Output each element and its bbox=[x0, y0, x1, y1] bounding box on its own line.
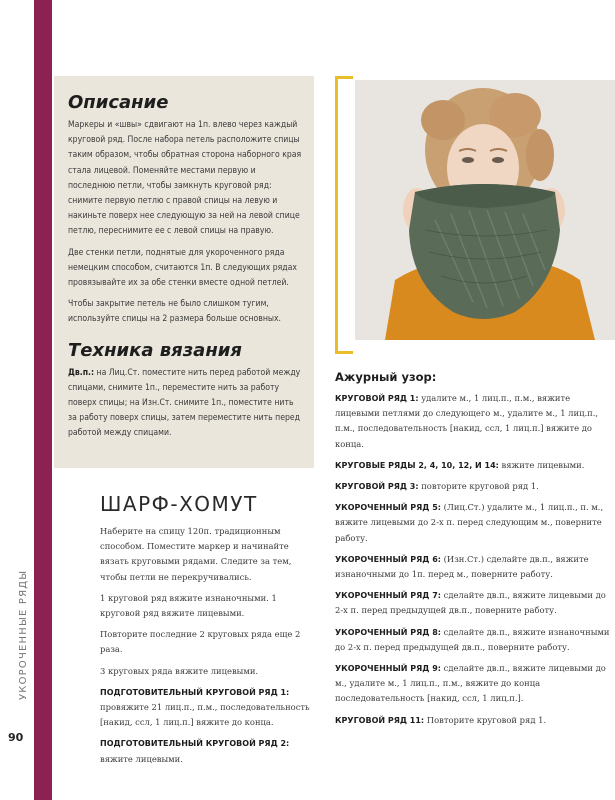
lace-row-text: Повторите круговой ряд 1. bbox=[424, 714, 547, 725]
lace-row bbox=[335, 458, 610, 473]
lace-row bbox=[335, 625, 610, 655]
lace-row-text: сделайте дв.п., вяжите лицевыми до м., удалите м., 1 лиц.п., п.м., вяжите до конца последовательность [накид, ссл, 1 лиц.п.]. bbox=[335, 663, 606, 704]
photo-bracket-frame bbox=[335, 76, 353, 354]
lace-row bbox=[335, 588, 610, 618]
lace-row bbox=[335, 661, 610, 707]
info-box-content bbox=[68, 92, 304, 448]
lace-row-label: КРУГОВОЙ РЯД 11: bbox=[335, 715, 425, 725]
technique-text: на Лиц.Ст. поместите нить перед работой между спицами, снимите 1п., переместите нить за работу поверх спицы; на Изн.Ст. снимите 1п., поместите нить за работу поверх спицы, затем переместите нить перед работой между спицами. bbox=[68, 367, 301, 439]
prep-row-label: ПОДГОТОВИТЕЛЬНЫЙ КРУГОВОЙ РЯД 1: bbox=[100, 687, 290, 697]
info-box bbox=[54, 76, 314, 468]
prep-row-text: вяжите лицевыми. bbox=[100, 753, 183, 764]
lace-pattern-heading: Ажурный узор: bbox=[335, 370, 437, 384]
description-paragraph-1: Маркеры и «швы» сдвигают на 1п. влево через каждый круговой ряд. После набора петель расположите спицы таким образом, чтобы обратная сторона наборного края стала лицевой. Поменяйте местами первую и последнюю петли, чтобы замкнуть круговой ряд: снимите первую петлю с правой спицы на левую и накиньте поверх нее следующую за ней на левой спице петлю, переснимите ее с левой спицы на правую. bbox=[68, 120, 302, 237]
lace-row-label: УКОРОЧЕННЫЙ РЯД 5: bbox=[335, 503, 441, 513]
lace-row-label: КРУГОВОЙ РЯД 1: bbox=[335, 394, 419, 403]
lace-row bbox=[335, 391, 610, 452]
technique-label: Дв.п.: bbox=[68, 367, 95, 378]
lace-row bbox=[335, 713, 610, 728]
technique-heading: Техника вязания bbox=[68, 339, 242, 361]
lace-row-text: повторите круговой ряд 1. bbox=[418, 481, 539, 492]
prep-row-1 bbox=[100, 685, 315, 731]
lace-row bbox=[335, 500, 610, 546]
scarf-paragraph-2: 1 круговой ряд вяжите изнаночными. 1 круговой ряд вяжите лицевыми. bbox=[100, 592, 277, 619]
lace-row-label: КРУГОВОЙ РЯД 3: bbox=[335, 482, 419, 492]
description-paragraph-3: Чтобы закрытие петель не было слишком тугим, используйте спицы на 2 размера больше основных. bbox=[68, 299, 282, 325]
prep-row-text: провяжите 21 лиц.п., п.м., последовательность [накид, ссл, 1 лиц.п.] вяжите до конца. bbox=[100, 702, 310, 728]
description-heading: Описание bbox=[68, 92, 169, 113]
lace-pattern-section bbox=[335, 370, 610, 734]
scarf-paragraph-1: Наберите на спицу 120п. традиционным способом. Поместите маркер и начинайте вязать круговыми рядами. Следите за тем, чтобы петли не перекручивались. bbox=[100, 526, 292, 582]
page-number: 90 bbox=[8, 731, 24, 744]
scarf-heading: ШАРФ-ХОМУТ bbox=[100, 492, 258, 516]
scarf-paragraph-4: 3 круговых ряда вяжите лицевыми. bbox=[100, 665, 259, 676]
lace-row-label: УКОРОЧЕННЫЙ РЯД 9: bbox=[335, 664, 441, 674]
side-color-bar bbox=[34, 0, 52, 800]
lace-row-text: сделайте дв.п., вяжите лицевыми до 2-х п. перед предыдущей дв.п., поверните работу. bbox=[335, 590, 606, 616]
lace-row-label: УКОРОЧЕННЫЙ РЯД 6: bbox=[335, 554, 441, 564]
technique-paragraph bbox=[68, 366, 304, 442]
model-photo bbox=[355, 80, 615, 340]
lace-row-text: вяжите лицевыми. bbox=[498, 459, 585, 470]
lace-row-text: (Лиц.Ст.) удалите м., 1 лиц.п., п. м., вяжите лицевыми до 2-х п. перед следующим м., поверните работу. bbox=[335, 502, 604, 543]
lace-row-label: КРУГОВЫЕ РЯДЫ 2, 4, 10, 12, И 14: bbox=[335, 460, 499, 470]
lace-row bbox=[335, 552, 610, 582]
section-side-label: УКОРОЧЕННЫЕ РЯДЫ bbox=[18, 569, 29, 700]
lace-row-label: УКОРОЧЕННЫЙ РЯД 8: bbox=[335, 627, 441, 637]
lace-row bbox=[335, 479, 610, 494]
prep-row-2 bbox=[100, 736, 315, 766]
prep-row-label: ПОДГОТОВИТЕЛЬНЫЙ КРУГОВОЙ РЯД 2: bbox=[100, 739, 290, 749]
model-wearing-cowl-illustration bbox=[355, 80, 615, 340]
scarf-section bbox=[100, 492, 315, 773]
description-paragraph-2: Две стенки петли, поднятые для укороченного ряда немецким способом, считаются 1п. В следующих рядах провязывайте их за обе стенки вместе одной петлей. bbox=[68, 247, 297, 289]
lace-row-text: удалите м., 1 лиц.п., п.м., вяжите лицевыми петлями до следующего м., удалите м., 1 лиц.п., п.м., последовательность [накид, ссл, 1 лиц.п.] вяжите до конца. bbox=[335, 393, 599, 449]
lace-row-text: (Изн.Ст.) сделайте дв.п., вяжите изнаночными до 1п. перед м., поверните работу. bbox=[335, 553, 589, 580]
scarf-paragraph-3: Повторите последние 2 круговых ряда еще 2 раза. bbox=[100, 629, 301, 655]
lace-row-text: сделайте дв.п., вяжите изнаночными до 2-х п. перед предыдущей дв.п., поверните работу. bbox=[335, 626, 610, 652]
lace-row-label: УКОРОЧЕННЫЙ РЯД 7: bbox=[335, 591, 441, 601]
